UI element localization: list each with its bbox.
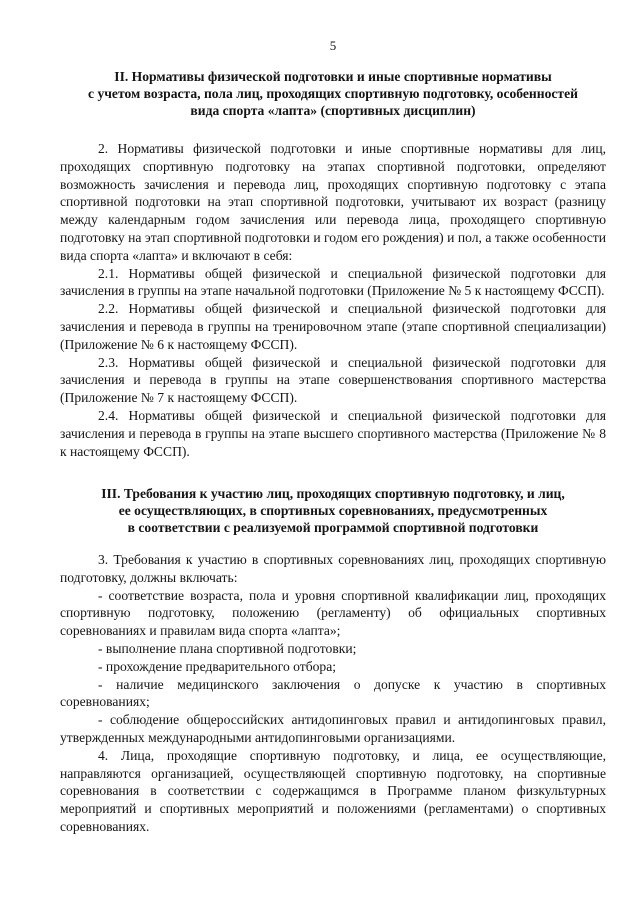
section-3-heading-line: ее осуществляющих, в спортивных соревнованиях, предусмотренных <box>118 503 548 518</box>
section-2-heading-line: II. Нормативы физической подготовки и иные спортивные нормативы <box>114 69 552 84</box>
paragraph-4: 4. Лица, проходящие спортивную подготовку, и лица, ее осуществляющие, направляются организацией, осуществляющей спортивную подготовку, на спортивные соревнования в соответствии с содержащимся в Программе планом физкультурных мероприятий и спортивных мероприятий и положениями (регламентами) о спортивных соревнованиях. <box>60 747 606 834</box>
paragraph-2-3: 2.3. Нормативы общей физической и специальной физической подготовки для зачисления и перевода в группы на этапе совершенствования спортивного мастерства (Приложение № 7 к настоящему ФССП). <box>60 354 606 406</box>
section-3-body <box>60 551 606 836</box>
list-item: - выполнение плана спортивной подготовки; <box>98 640 357 656</box>
list-item: - соответствие возраста, пола и уровня спортивной квалификации лиц, проходящих спортивную подготовку, положению (регламенту) об официальных спортивных соревнованиях и правилам вида спорта «лапта»; <box>60 587 606 639</box>
section-3-heading <box>60 485 606 536</box>
paragraph-2-4: 2.4. Нормативы общей физической и специальной физической подготовки для зачисления и перевода в группы на этапе высшего спортивного мастерства (Приложение № 8 к настоящему ФССП). <box>60 407 606 459</box>
paragraph-2-2: 2.2. Нормативы общей физической и специальной физической подготовки для зачисления и перевода в группы на тренировочном этапе (этапе спортивной специализации) (Приложение № 6 к настоящему ФССП). <box>60 301 606 352</box>
page-number: 5 <box>329 38 337 53</box>
list-item: - наличие медицинского заключения о допуске к участию в спортивных соревнованиях; <box>60 676 606 710</box>
section-2-heading <box>60 68 606 119</box>
list-item: - соблюдение общероссийских антидопинговых правил и антидопинговых правил, утвержденных международными антидопинговыми организациями. <box>60 712 606 745</box>
paragraph-2: 2. Нормативы физической подготовки и иные спортивные нормативы для лиц, проходящих спортивную подготовку на этапах спортивной подготовки, определяют возможность зачисления и перевода лиц, проходящих спортивную подготовку с этапа спортивной подготовки на этап спортивной подготовки, учитывают их возраст (разницу между календарным годом зачисления или перевода лица, проходящего спортивную подготовку на этап спортивной подготовки и годом его рождения) и пол, а также особенности вида спорта «лапта» и включают в себя: <box>60 141 606 263</box>
section-3-heading-line: в соответствии с реализуемой программой спортивной подготовки <box>127 520 539 535</box>
list-item: - прохождение предварительного отбора; <box>98 658 337 674</box>
section-2-heading-line: с учетом возраста, пола лиц, проходящих спортивную подготовку, особенностей <box>88 86 578 101</box>
paragraph-3: 3. Требования к участию в спортивных соревнованиях лиц, проходящих спортивную подготовку, должны включать: <box>60 552 606 585</box>
paragraph-2-1: 2.1. Нормативы общей физической и специальной физической подготовки для зачисления в группы на этапе начальной подготовки (Приложение № 5 к настоящему ФССП). <box>60 265 606 299</box>
section-2-body <box>60 140 606 460</box>
section-3-heading-line: III. Требования к участию лиц, проходящих спортивную подготовку, и лиц, <box>101 486 565 501</box>
section-2-heading-line: вида спорта «лапта» (спортивных дисциплин) <box>190 103 476 118</box>
